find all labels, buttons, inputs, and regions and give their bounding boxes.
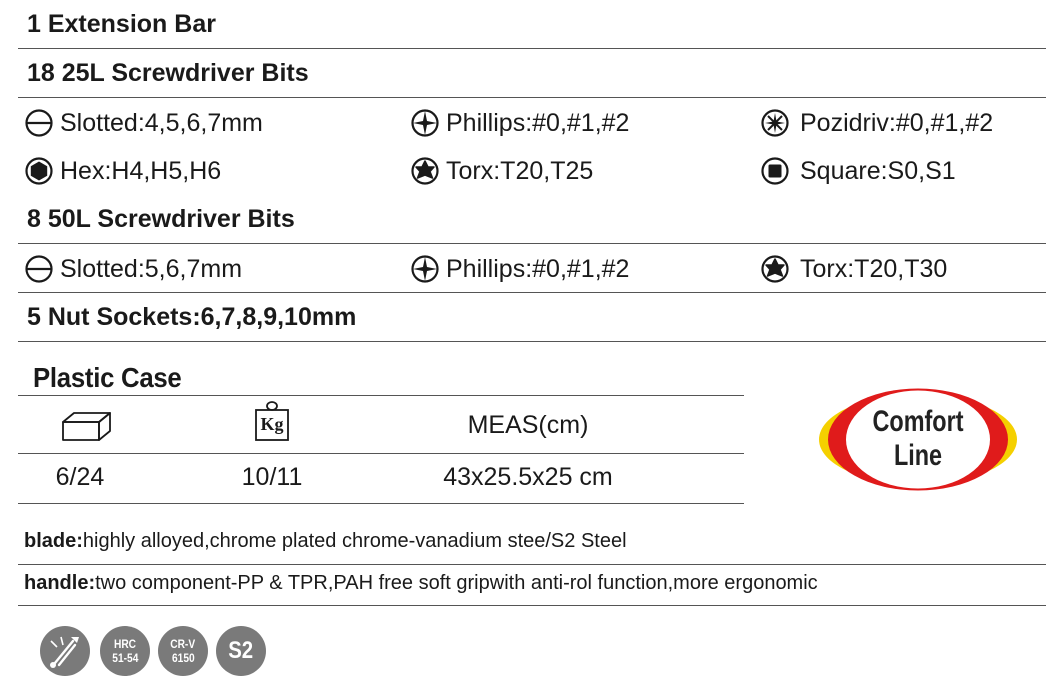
crv-badge	[158, 626, 208, 676]
hrc-badge	[100, 626, 150, 676]
crv-top-label: CR-V	[170, 637, 196, 651]
phillips-25l-cell	[410, 108, 629, 138]
s2-badge	[216, 626, 266, 676]
extension-bar-heading: 1 Extension Bar	[27, 10, 216, 38]
torx-50l-label: Torx:T20,T30	[800, 254, 948, 283]
phillips-25l-label: Phillips:#0,#1,#2	[446, 108, 630, 137]
meas-header: MEAS(cm)	[467, 411, 589, 439]
box-icon	[60, 410, 112, 442]
divider	[18, 395, 744, 396]
nut-sockets-heading: 5 Nut Sockets:6,7,8,9,10mm	[27, 303, 357, 331]
pozidriv-icon	[760, 108, 790, 138]
torx-25l-label: Torx:T20,T25	[446, 156, 594, 185]
slotted-50l-cell	[24, 254, 242, 284]
phillips-50l-label: Phillips:#0,#1,#2	[446, 254, 630, 283]
square-25l-label: Square:S0,S1	[800, 156, 956, 185]
blade-text: highly alloyed,chrome plated chrome-vanadium stee/S2 Steel	[82, 530, 627, 552]
bits-25l-heading: 18 25L Screwdriver Bits	[27, 59, 309, 87]
divider	[18, 341, 1046, 342]
divider	[18, 97, 1046, 98]
phillips-50l-cell	[410, 254, 629, 284]
insulated-tool-badge	[40, 626, 90, 676]
torx-icon	[760, 254, 790, 284]
crv-bottom-label: 6150	[171, 651, 195, 665]
pozidriv-25l-label: Pozidriv:#0,#1,#2	[800, 108, 994, 137]
divider	[18, 292, 1046, 293]
torx-25l-cell	[410, 156, 593, 186]
weight-icon	[254, 400, 290, 442]
slotted-25l-label: Slotted:4,5,6,7mm	[60, 108, 263, 137]
divider	[18, 564, 1046, 565]
blade-label: blade:	[24, 530, 83, 552]
square-25l-cell	[760, 156, 956, 186]
blade-note	[24, 530, 627, 553]
s2-label: S2	[228, 637, 254, 664]
bits-50l-heading: 8 50L Screwdriver Bits	[27, 205, 295, 233]
divider	[18, 605, 1046, 606]
divider	[18, 243, 1046, 244]
screwdriver-icon	[45, 631, 85, 671]
handle-label: handle:	[24, 572, 96, 594]
handle-text: two component-PP & TPR,PAH free soft gripwith anti-rol function,more ergonomic	[95, 572, 818, 594]
handle-note	[24, 572, 818, 595]
hex-25l-cell	[24, 156, 221, 186]
case-quantity-value: 6/24	[55, 463, 105, 491]
torx-50l-cell	[760, 254, 947, 284]
square-icon	[760, 156, 790, 186]
comfort-line-logo	[818, 387, 1018, 492]
case-weight-value: 10/11	[241, 463, 303, 491]
phillips-icon	[410, 108, 440, 138]
comfort-line-logo-text	[818, 405, 1018, 473]
pozidriv-25l-cell	[760, 108, 993, 138]
phillips-icon	[410, 254, 440, 284]
hex-25l-label: Hex:H4,H5,H6	[60, 156, 222, 185]
torx-icon	[410, 156, 440, 186]
hrc-top-label: HRC	[113, 637, 137, 651]
plastic-case-title: Plastic Case	[33, 362, 182, 393]
divider	[18, 48, 1046, 49]
slotted-25l-cell	[24, 108, 263, 138]
logo-line1: Comfort	[872, 405, 964, 438]
divider	[18, 503, 744, 504]
logo-line2: Line	[893, 439, 943, 472]
hex-icon	[24, 156, 54, 186]
divider	[18, 453, 744, 454]
case-meas-value: 43x25.5x25 cm	[443, 463, 613, 491]
slotted-icon	[24, 254, 54, 284]
hrc-bottom-label: 51-54	[111, 651, 139, 665]
weight-icon-label: Kg	[260, 414, 284, 434]
slotted-icon	[24, 108, 54, 138]
slotted-50l-label: Slotted:5,6,7mm	[60, 254, 243, 283]
